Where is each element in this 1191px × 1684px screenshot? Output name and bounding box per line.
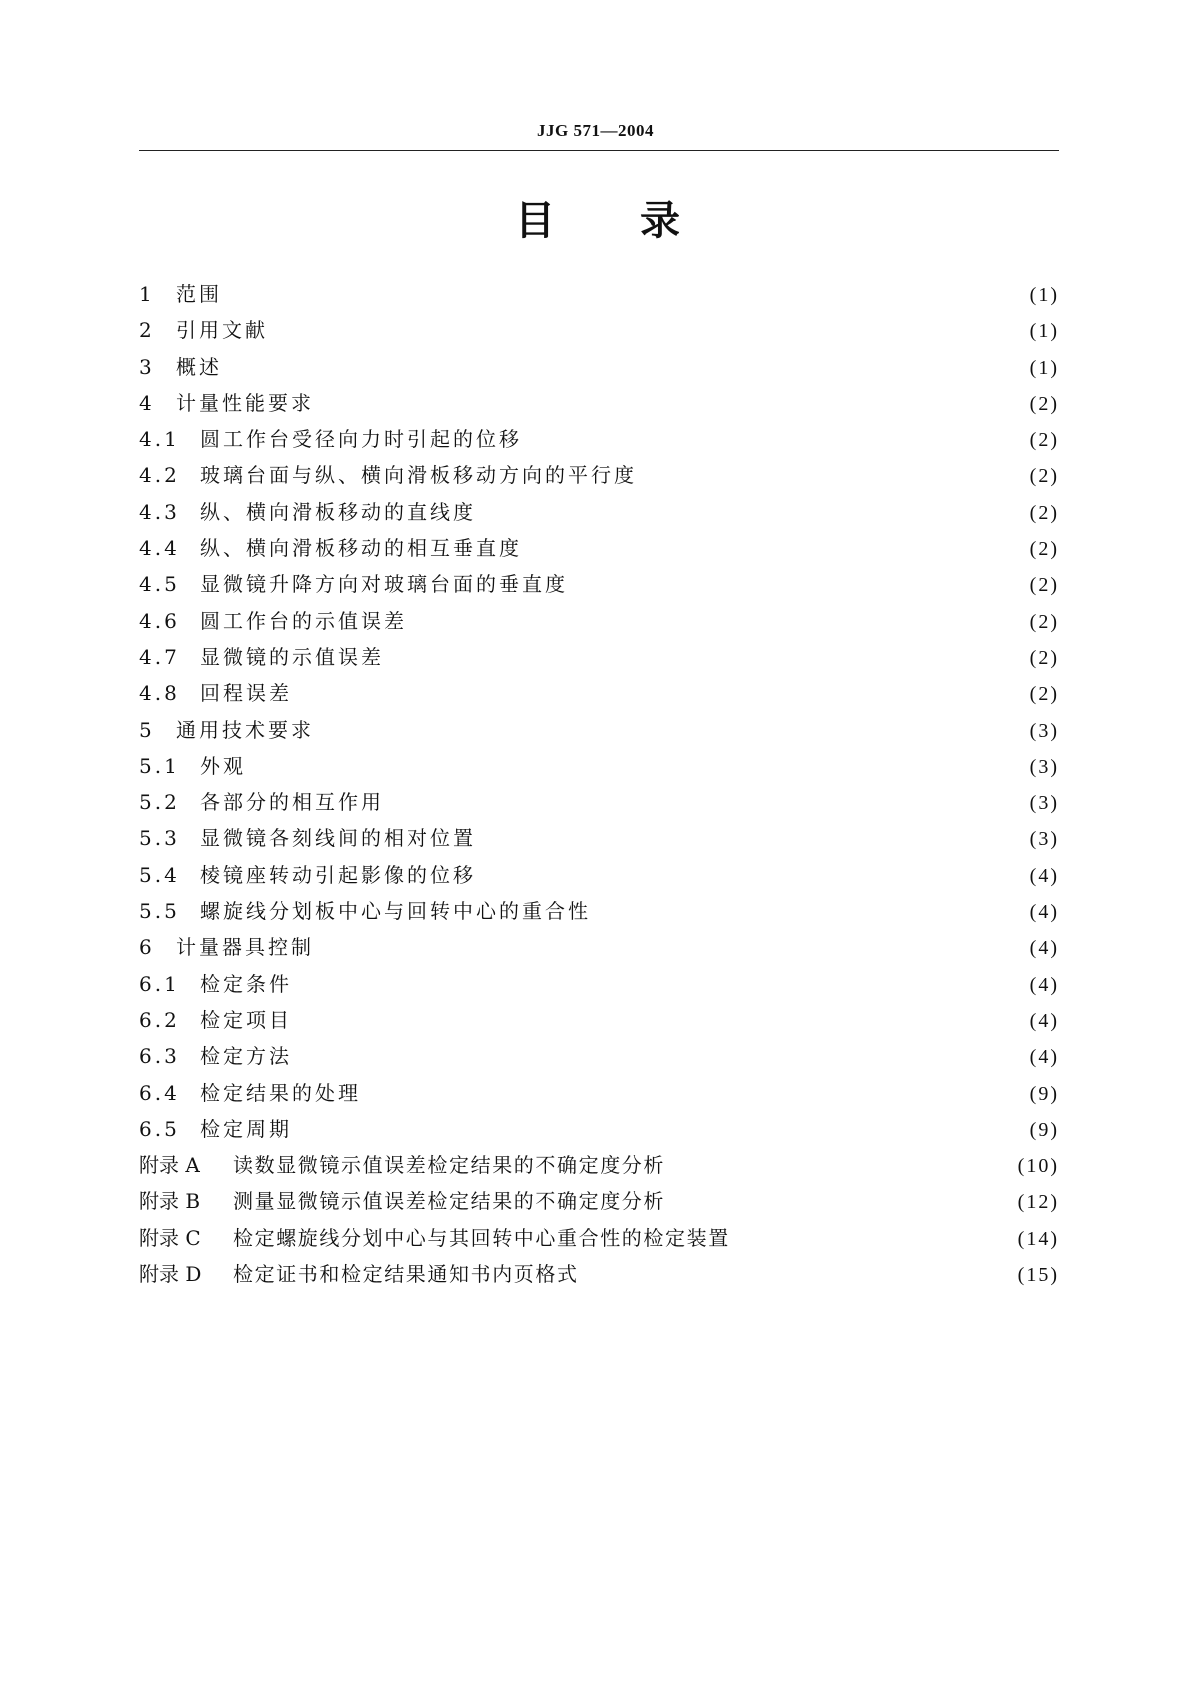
- toc-entry-title: 圆工作台的示值误差: [200, 608, 407, 633]
- toc-entry-number: 6.1: [139, 971, 180, 996]
- toc-entry-number: 附录 B: [139, 1189, 201, 1214]
- toc-dot-leader: [294, 974, 1009, 994]
- toc-entry-page: (9): [1029, 1082, 1059, 1105]
- toc-entry-page: (4): [1029, 864, 1059, 887]
- toc-entry-title: 外观: [200, 753, 246, 778]
- toc-dot-leader: [294, 1010, 1009, 1030]
- toc-entry-number: 6.2: [139, 1007, 180, 1032]
- toc-entry-number: 5.1: [139, 753, 180, 778]
- toc-entry[interactable]: [139, 1147, 1059, 1183]
- page-title-char-2: 录: [640, 198, 680, 244]
- toc-entry-number: 附录 C: [139, 1225, 201, 1250]
- toc-entry-title: 检定螺旋线分划中心与其回转中心重合性的检定装置: [233, 1225, 730, 1250]
- toc-entry-number: 5.2: [139, 790, 180, 815]
- toc-entry-title: 回程误差: [200, 681, 292, 706]
- toc-entry-title: 测量显微镜示值误差检定结果的不确定度分析: [233, 1189, 665, 1214]
- toc-entry-title: 螺旋线分划板中心与回转中心的重合性: [200, 899, 591, 924]
- toc-entry-number: 5.5: [139, 899, 180, 924]
- toc-entry-number: 5.4: [139, 862, 180, 887]
- toc-entry-page: (10): [1017, 1155, 1059, 1178]
- toc-entry-number: 4.4: [139, 536, 180, 561]
- toc-entry-title: 玻璃台面与纵、横向滑板移动方向的平行度: [200, 463, 637, 488]
- header-rule: [139, 150, 1059, 151]
- toc-entry-title: 棱镜座转动引起影像的位移: [200, 862, 476, 887]
- toc-entry-page: (4): [1029, 937, 1059, 960]
- toc-entry-title: 检定证书和检定结果通知书内页格式: [233, 1262, 579, 1287]
- toc-dot-leader: [478, 865, 1009, 885]
- toc-entry-title: 各部分的相互作用: [200, 790, 384, 815]
- toc-entry[interactable]: [139, 1183, 1059, 1219]
- toc-dot-leader: [316, 720, 1009, 740]
- toc-dot-leader: [363, 1083, 1009, 1103]
- toc-entry[interactable]: [139, 457, 1059, 493]
- toc-entry[interactable]: [139, 639, 1059, 675]
- toc-entry-title: 通用技术要求: [176, 717, 314, 742]
- toc-entry-number: 4.1: [139, 427, 180, 452]
- toc-entry[interactable]: [139, 1256, 1059, 1292]
- toc-dot-leader: [524, 429, 1009, 449]
- toc-dot-leader: [316, 393, 1009, 413]
- toc-entry-page: (2): [1029, 538, 1059, 561]
- toc-entry-page: (3): [1029, 719, 1059, 742]
- toc-entry-page: (2): [1029, 465, 1059, 488]
- toc-entry-title: 引用文献: [176, 318, 268, 343]
- toc-entry-page: (3): [1029, 828, 1059, 851]
- toc-entry[interactable]: [139, 276, 1059, 312]
- toc-dot-leader: [593, 901, 1009, 921]
- toc-entry-page: (1): [1029, 356, 1059, 379]
- toc-entry[interactable]: [139, 603, 1059, 639]
- toc-entry-title: 纵、横向滑板移动的相互垂直度: [200, 536, 522, 561]
- toc-dot-leader: [409, 611, 1009, 631]
- toc-entry-page: (1): [1029, 320, 1059, 343]
- toc-entry-page: (9): [1029, 1118, 1059, 1141]
- document-code-header: JJG 571—2004: [537, 121, 654, 140]
- toc-entry-number: 3: [139, 354, 155, 379]
- toc-entry-number: 4.7: [139, 644, 180, 669]
- toc-entry[interactable]: [139, 494, 1059, 530]
- toc-entry-number: 6: [139, 935, 155, 960]
- toc-entry-page: (15): [1017, 1264, 1059, 1287]
- toc-entry[interactable]: [139, 712, 1059, 748]
- toc-entry-page: (2): [1029, 392, 1059, 415]
- toc-entry-page: (12): [1017, 1191, 1059, 1214]
- toc-dot-leader: [639, 466, 1009, 486]
- toc-entry-title: 显微镜升降方向对玻璃台面的垂直度: [200, 572, 568, 597]
- toc-entry-page: (2): [1029, 683, 1059, 706]
- toc-entry-title: 显微镜各刻线间的相对位置: [200, 826, 476, 851]
- toc-entry[interactable]: [139, 929, 1059, 965]
- toc-dot-leader: [677, 1155, 1009, 1175]
- toc-entry[interactable]: [139, 385, 1059, 421]
- toc-entry[interactable]: [139, 1220, 1059, 1256]
- toc-entry[interactable]: [139, 748, 1059, 784]
- toc-dot-leader: [591, 1264, 1009, 1284]
- toc-entry-page: (4): [1029, 973, 1059, 996]
- toc-dot-leader: [677, 1192, 1009, 1212]
- toc-entry[interactable]: [139, 893, 1059, 929]
- toc-dot-leader: [224, 284, 1009, 304]
- toc-entry-page: (14): [1017, 1227, 1059, 1250]
- toc-entry-page: (2): [1029, 429, 1059, 452]
- toc-dot-leader: [524, 538, 1009, 558]
- toc-entry-number: 4.6: [139, 608, 180, 633]
- toc-entry-number: 1: [139, 282, 155, 306]
- toc-entry-title: 检定结果的处理: [200, 1080, 361, 1105]
- toc-entry-number: 4: [139, 390, 155, 415]
- toc-entry-title: 检定方法: [200, 1044, 292, 1069]
- table-of-contents: [139, 276, 1059, 1292]
- toc-entry[interactable]: [139, 1038, 1059, 1074]
- toc-entry-page: (2): [1029, 646, 1059, 669]
- page-title-char-1: 目: [515, 198, 555, 244]
- toc-dot-leader: [294, 1119, 1009, 1139]
- toc-entry-page: (4): [1029, 1009, 1059, 1032]
- toc-entry-number: 2: [139, 318, 155, 343]
- toc-entry[interactable]: [139, 530, 1059, 566]
- toc-entry-title: 圆工作台受径向力时引起的位移: [200, 427, 522, 452]
- toc-entry[interactable]: [139, 1075, 1059, 1111]
- toc-entry-title: 检定条件: [200, 971, 292, 996]
- toc-dot-leader: [316, 937, 1009, 957]
- toc-entry[interactable]: [139, 312, 1059, 348]
- toc-entry-page: (4): [1029, 901, 1059, 924]
- toc-entry-number: 4.2: [139, 463, 180, 488]
- toc-entry-number: 4.3: [139, 499, 180, 524]
- toc-entry-number: 5: [139, 717, 155, 742]
- toc-entry[interactable]: [139, 1111, 1059, 1147]
- toc-entry-title: 显微镜的示值误差: [200, 644, 384, 669]
- toc-dot-leader: [386, 647, 1009, 667]
- toc-entry[interactable]: [139, 675, 1059, 711]
- toc-entry-title: 纵、横向滑板移动的直线度: [200, 499, 476, 524]
- toc-entry-title: 计量器具控制: [176, 935, 314, 960]
- toc-entry-title: 概述: [176, 354, 222, 379]
- toc-entry[interactable]: [139, 857, 1059, 893]
- toc-dot-leader: [294, 683, 1009, 703]
- toc-entry-number: 5.3: [139, 826, 180, 851]
- toc-dot-leader: [478, 829, 1009, 849]
- toc-entry-page: (1): [1029, 284, 1059, 306]
- toc-entry-title: 计量性能要求: [176, 390, 314, 415]
- toc-entry-number: 附录 A: [139, 1153, 200, 1178]
- toc-entry-title: 检定周期: [200, 1116, 292, 1141]
- toc-entry[interactable]: [139, 1002, 1059, 1038]
- toc-entry-number: 6.4: [139, 1080, 180, 1105]
- toc-entry-number: 附录 D: [139, 1262, 202, 1287]
- toc-entry[interactable]: [139, 566, 1059, 602]
- toc-entry[interactable]: [139, 349, 1059, 385]
- toc-entry-number: 6.5: [139, 1116, 180, 1141]
- toc-entry-page: (2): [1029, 501, 1059, 524]
- toc-entry-number: 4.5: [139, 572, 180, 597]
- toc-entry-page: (4): [1029, 1046, 1059, 1069]
- toc-entry[interactable]: [139, 820, 1059, 856]
- toc-entry-title: 读数显微镜示值误差检定结果的不确定度分析: [233, 1153, 665, 1178]
- toc-entry-page: (2): [1029, 610, 1059, 633]
- toc-entry[interactable]: [139, 421, 1059, 457]
- toc-entry[interactable]: [139, 966, 1059, 1002]
- toc-dot-leader: [270, 320, 1009, 340]
- toc-entry-page: (2): [1029, 574, 1059, 597]
- toc-entry-title: 检定项目: [200, 1007, 292, 1032]
- toc-entry-title: 范围: [176, 282, 222, 306]
- toc-entry[interactable]: [139, 784, 1059, 820]
- toc-entry-page: (3): [1029, 755, 1059, 778]
- toc-dot-leader: [294, 1046, 1009, 1066]
- toc-dot-leader: [742, 1228, 1009, 1248]
- toc-dot-leader: [224, 357, 1009, 377]
- toc-entry-number: 6.3: [139, 1044, 180, 1069]
- toc-entry-number: 4.8: [139, 681, 180, 706]
- toc-dot-leader: [386, 792, 1009, 812]
- toc-dot-leader: [570, 575, 1009, 595]
- toc-dot-leader: [478, 502, 1009, 522]
- toc-dot-leader: [248, 756, 1009, 776]
- toc-entry-page: (3): [1029, 792, 1059, 815]
